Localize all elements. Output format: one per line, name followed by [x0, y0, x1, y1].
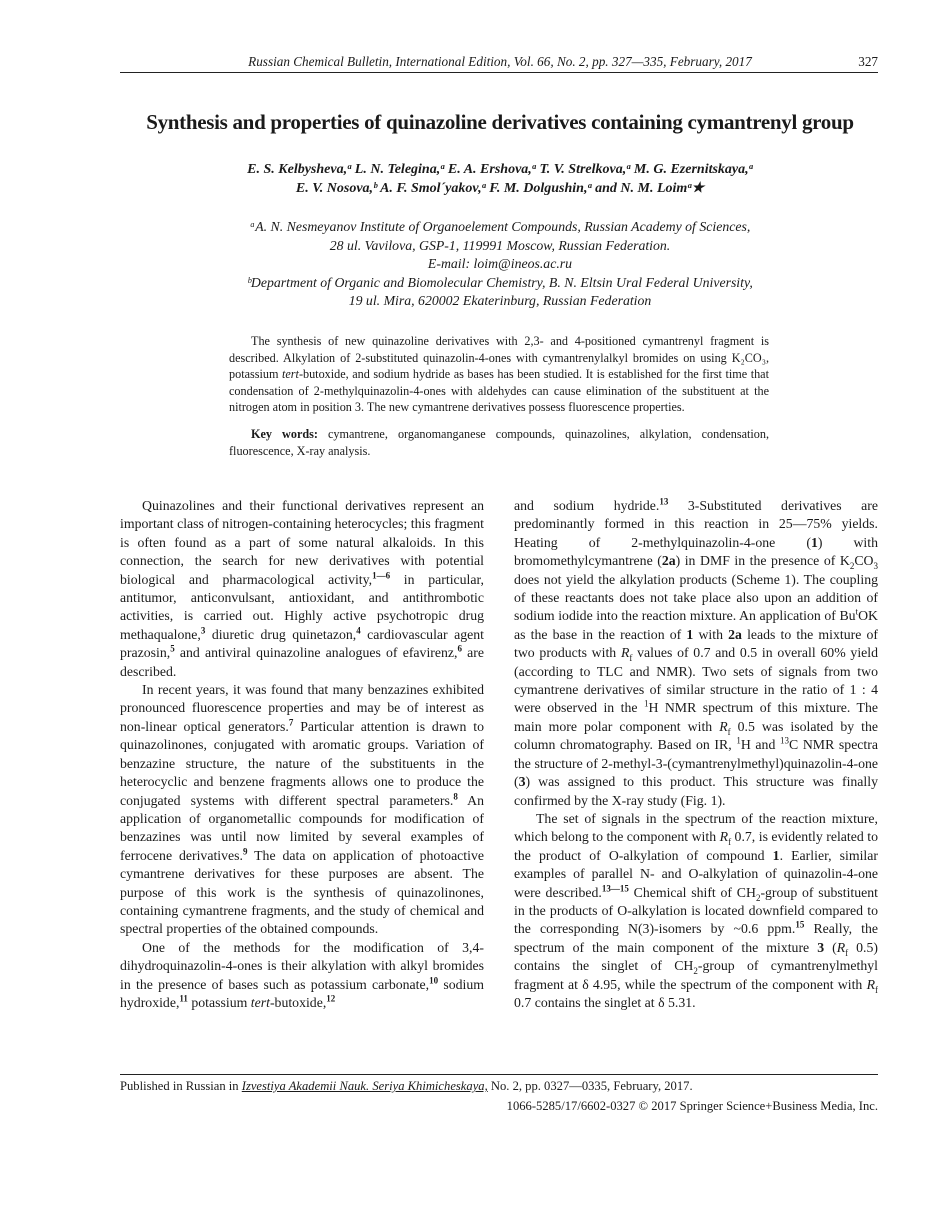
affiliation-b-line-1: ᵇDepartment of Organic and Biomolecular Chemistry, B. N. Eltsin Ural Federal University,: [247, 274, 753, 290]
abstract-text: The synthesis of new quinazoline derivatives with 2,3- and 4-positioned cymantrenyl fragment is described. Alkylation of 2-substituted quinazolin-4-ones with cymantrenylalkyl bromides on using K₂CO₃, potassium tert-butoxide, and sodium hydride as bases has been studied. It is established for the first time that condensation of 2-methylquinazolin-4-ones with aldehydes can cause elimination of the substituent at the nitrogen atom in position 3. The new cymantrene derivatives possess fluorescence properties.: [229, 334, 769, 415]
keywords-label: Key words:: [251, 426, 318, 441]
reference[interactable]: 15: [795, 919, 805, 930]
body-column-right: [514, 497, 878, 1012]
author-list: [150, 160, 850, 198]
formula-k2co3: K₂CO₃: [731, 350, 766, 365]
reference[interactable]: 7: [288, 717, 294, 728]
reference[interactable]: 4: [356, 625, 361, 636]
author-line-1: E. S. Kelbysheva,ᵃ L. N. Telegina,ᵃ E. A. Ershova,ᵃ T. V. Strelkova,ᵃ M. G. Ezernitskaya,ᵃ: [247, 162, 753, 177]
contact-email[interactable]: E-mail: loim@ineos.ac.ru: [427, 256, 573, 271]
keywords: Key words: cymantrene, organomanganese compounds, quinazolines, alkylation, condensation, fluorescence, X-ray analysis.: [229, 426, 769, 458]
reference[interactable]: 6: [457, 643, 462, 654]
reference[interactable]: 9: [242, 846, 248, 857]
running-head: [120, 54, 880, 70]
affiliation-a-line-1: ᵃA. N. Nesmeyanov Institute of Organoelement Compounds, Russian Academy of Sciences,: [249, 219, 751, 234]
header-rule: [120, 72, 878, 73]
abstract: [229, 333, 769, 459]
author-line-2: E. V. Nosova,ᵇ A. F. Smol´yakov,ᵃ F. M. Dolgushin,ᵃ and N. M. Loimᵃ★: [295, 181, 705, 196]
body-column-left: [120, 497, 484, 1012]
journal-citation: Russian Chemical Bulletin, International Edition, Vol. 66, No. 2, pp. 327—335, February, 2017: [248, 54, 752, 69]
reference[interactable]: 13: [659, 496, 669, 507]
paragraph: In recent years, it was found that many benzazines exhibited pronounced fluorescence properties and may be of interest as non-linear optical generators.$^7$ Particular attention is drawn to quinazolinones, conjugated with aromatic groups. Variation of benzazine structure, the nature of the substituents in the heterocyclic and benzene fragments allows one to produce the conjugated systems with different spectral parameters.$^8$ An application of organometallic compounds for modification of benzazines was until now limited by several examples of ferrocene derivatives.$^9$ The data on application of photoactive cymantrene derivatives for these purposes are absent. The purpose of this work is the synthesis of quinazolinones, containing cymantrene fragments, and the study of chemical and spectral properties of the obtained compounds.: [120, 682, 485, 937]
reference[interactable]: 3: [200, 625, 206, 636]
reference[interactable]: 11: [179, 993, 188, 1004]
copyright-line: 1066-5285/17/6602-0327 © 2017 Springer Science+Business Media, Inc.: [506, 1099, 878, 1113]
paragraph: One of the methods for the modification of 3,4-dihydroquinazolin-4-ones is their alkylation with alkyl bromides in the presence of bases such as potassium carbonate,$^{10}$ sodium hydroxide,$^{11}$ potassium tert-butoxide,$^{12}$: [120, 939, 484, 1010]
reference[interactable]: 12: [326, 993, 336, 1004]
footer-rule: [120, 1074, 878, 1075]
affiliation-b-line-2: 19 ul. Mira, 620002 Ekaterinburg, Russian Federation: [348, 293, 652, 308]
paragraph: and sodium hydride.$^{13}$ 3-Substituted derivatives are predominantly formed in this reaction in 25—75% yields. Heating of 2-methylquinazolin-4-one (1) with bromomethylcymantrene (2a) in DMF in the presence of $K_2CO_3$ does not yield the alkylation products (Scheme 1). The coupling of these reactants does not take place also upon an addition of sodium iodide into the reaction mixture. An application of Bu$^t$OK as the base in the reaction of 1 with 2a leads to the mixture of two products with $R_f$ values of 0.7 and 0.5 in overall 60% yield (according to TLC and NMR). Two sets of signals from two cymantrene derivatives of similar structure in the ratio of 1 : 4 were observed in the $^1$H NMR spectrum of this mixture. The main more polar component with $R_f$ 0.5 was isolated by the column chromatography. Based on IR, $^1$H and $^{13}$C NMR spectra the structure of 2-methyl-3-(cymantrenylmethyl)quinazolin-4-one (3) was assigned to this product. This structure was finally confirmed by the X-ray study (Fig. 1).: [514, 496, 879, 808]
reference[interactable]: 5: [170, 643, 175, 654]
reference[interactable]: 10: [429, 974, 439, 985]
affiliations: [150, 218, 850, 311]
reference[interactable]: 8: [453, 790, 458, 801]
paragraph: The set of signals in the spectrum of the reaction mixture, which belong to the component with $R_f$ 0.7, is evidently related to the product of O-alkylation of compound 1. Earlier, similar examples of parallel N- and O-alkylation of quinazolin-4-one were described.$^{13—15}$ Chemical shift of $CH_2$-group of substituent in the products of O-alkylation is located downfield compared to the corresponding N(3)-isomers by ~0.6 ppm.$^{15}$ Really, the spectrum of the main component of the mixture 3 ($R_f$ 0.5) contains the singlet of $CH_2$-group of cymantrenylmethyl fragment at δ 4.95, while the spectrum of the component with $R_f$ 0.7 contains the singlet at δ 5.31.: [514, 810, 879, 1010]
page-number: 327: [858, 54, 878, 69]
reference[interactable]: 13—15: [601, 882, 629, 893]
publication-note: Published in Russian in Izvestiya Akademii Nauk. Seriya Khimicheskaya, No. 2, pp. 0327—0335, February, 2017.: [120, 1079, 693, 1093]
paragraph: Quinazolines and their functional derivatives represent an important class of nitrogen-containing heterocycles; this fragment is often found as a part of some natural alkaloids. In this connection, the search for new derivatives with potential biological and pharmacological activity,$^{1—6}$ in particular, antitumor, anticonvulsant, antioxidant, and antithrombotic activities, is carried out. Highly active psychotropic drug methaqualone,$^3$ diuretic drug quinetazon,$^4$ cardiovascular agent prazosin,$^5$ and antiviral quinazoline analogues of efavirenz,$^6$ are described.: [120, 498, 485, 679]
affiliation-a-line-2: 28 ul. Vavilova, GSP-1, 119991 Moscow, Russian Federation.: [329, 237, 671, 253]
article-title: Synthesis and properties of quinazoline derivatives containing cymantrenyl group: [146, 110, 854, 134]
russian-journal-name[interactable]: Izvestiya Akademii Nauk. Seriya Khimicheskaya,: [241, 1079, 488, 1093]
reference[interactable]: 1—6: [372, 570, 391, 581]
